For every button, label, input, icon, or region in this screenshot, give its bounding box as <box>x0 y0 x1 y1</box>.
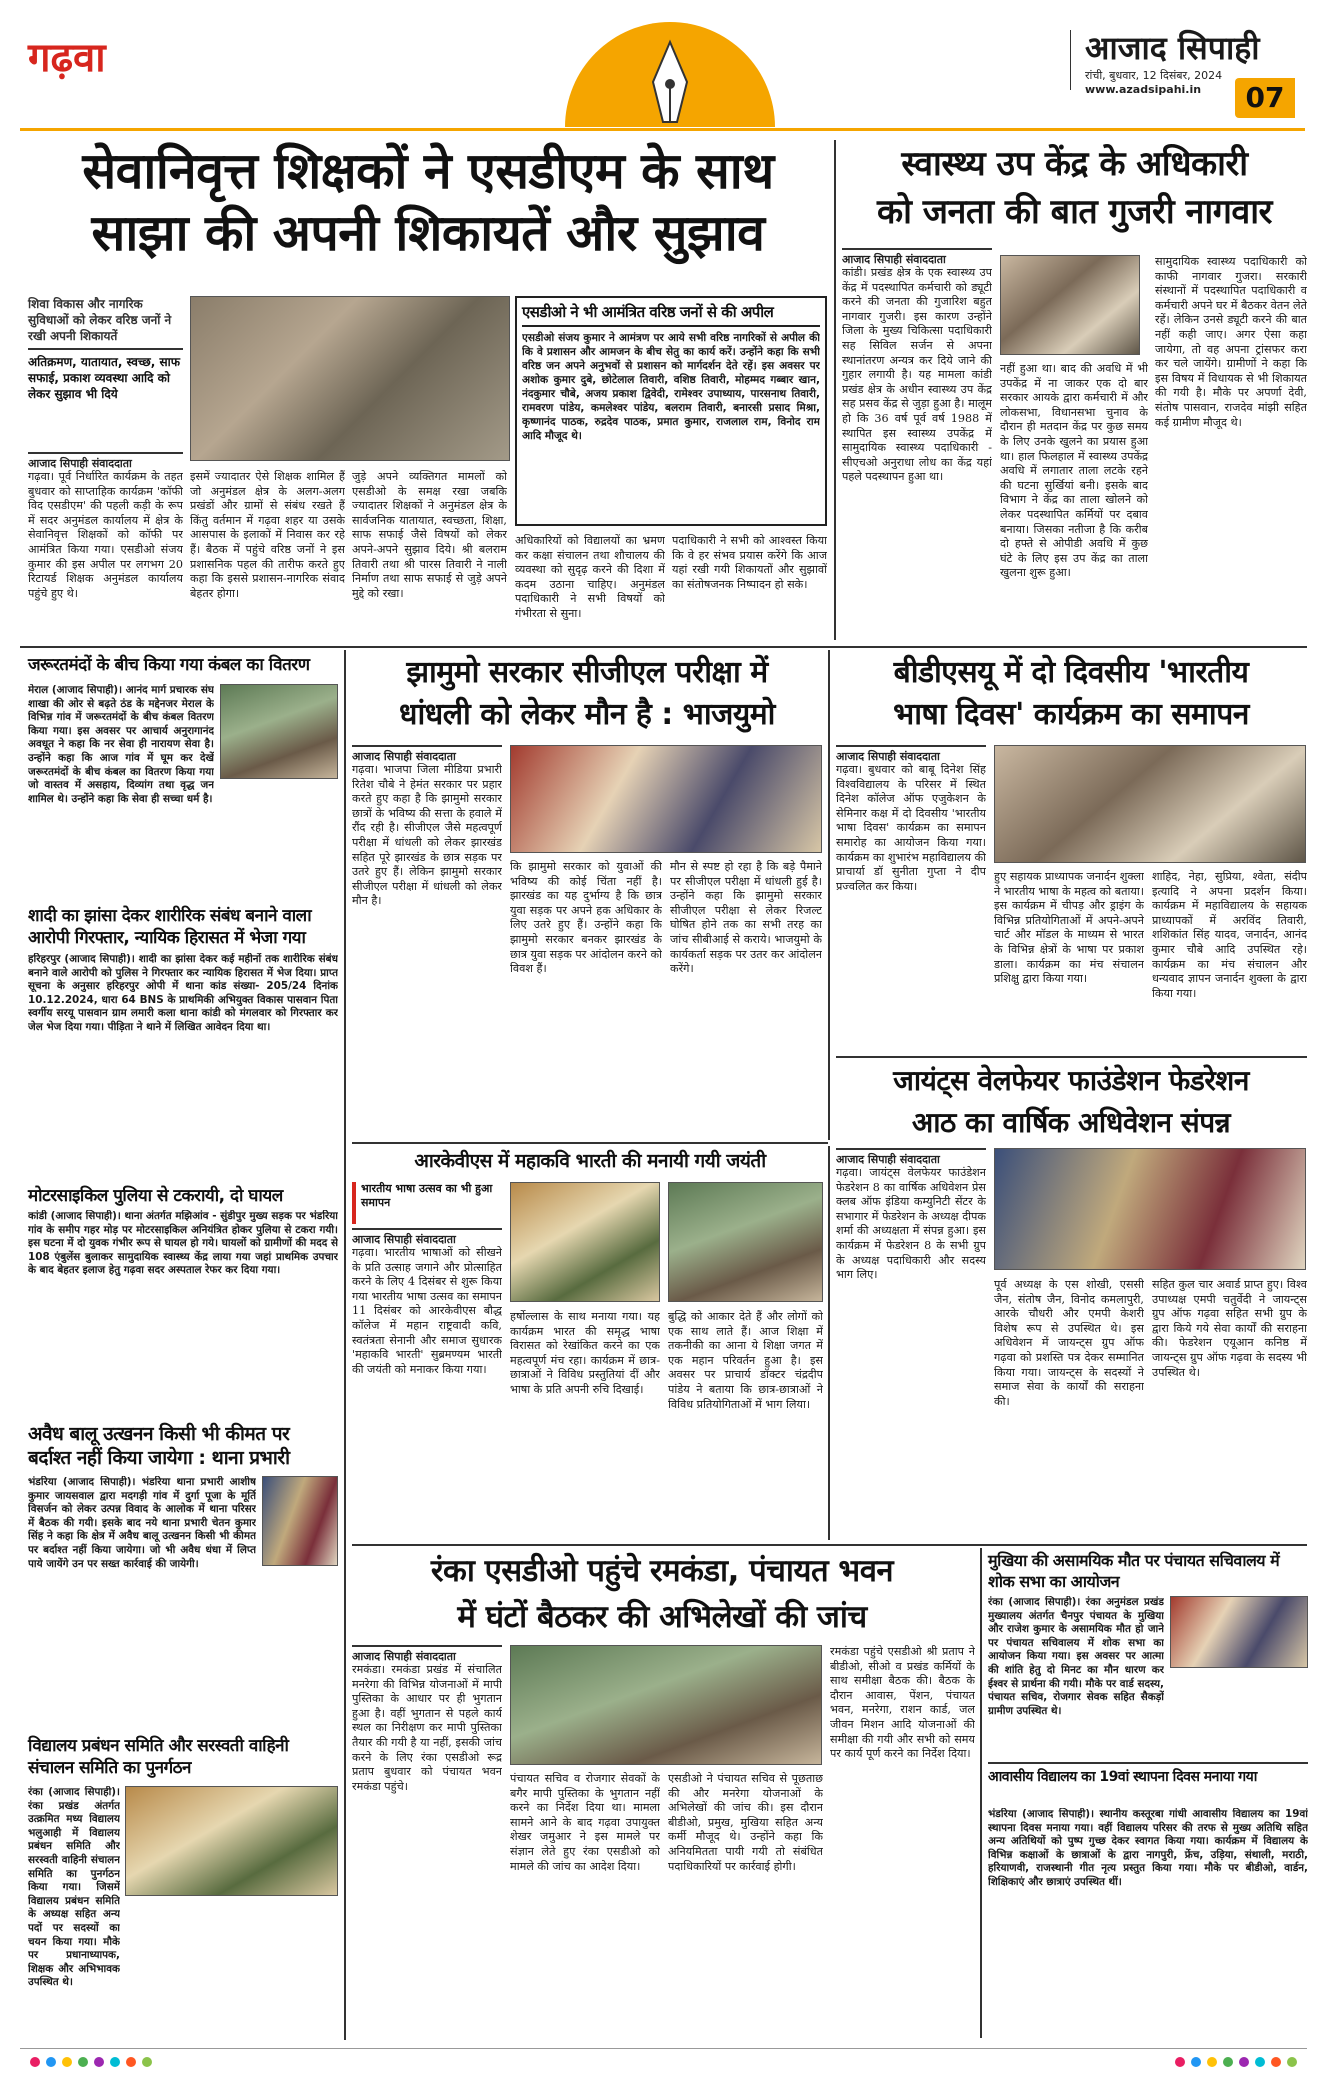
color-registration-right <box>1175 2057 1297 2067</box>
masthead-emblem <box>565 22 775 130</box>
registration-dot <box>142 2057 152 2067</box>
story2-headline <box>842 140 1307 236</box>
story1-col2-text: इसमें ज्यादातर ऐसे शिक्षक शामिल हैं जो अनुमंडल क्षेत्र के अलग-अलग प्रखंडों और ग्रामों से संबंध रखते हैं किंतु वर्तमान में गढ़वा शहर या उसके आसपास के इलाकों में निवास कर रहे हैं। बैठक में पहुंचे वरिष्ठ जनों ने इस प्रशासनिक पहल की तारीफ करते हुए कहा कि इससे प्रशासन-नागरिक संवाद बेहतर होगा। <box>190 470 345 600</box>
story1-photo-meeting <box>190 296 510 461</box>
section-rule <box>20 646 1307 648</box>
story8-headline-line1: झामुमो सरकार सीजीएल परीक्षा में <box>406 655 768 690</box>
story9-byline: आजाद सिपाही संवाददाता <box>836 745 986 764</box>
story12-col1: रमकंडा। रमकंडा प्रखंड में संचालित मनरेगा की विभिन्न योजनाओं में मापी पुस्तिका के आधार पर ही भुगतान हुआ है। वहीं भुगतान से पहले कार्य स्थल का निरीक्षण कर मापी पुस्तिका तैयार की गयी है या नहीं, इसकी जांच करने के लिए रंका एसडीओ रूद्र प्रताप बुधवार को पंचायत भवन रमकंडा पहुंचे। <box>352 1663 502 1793</box>
story1-kicker-box <box>28 296 183 446</box>
registration-dot <box>46 2057 56 2067</box>
registration-dot <box>30 2057 40 2067</box>
registration-dot <box>1271 2057 1281 2067</box>
story1-box-text: एसडीओ संजय कुमार ने आमंत्रण पर आये सभी वरिष्ठ नागरिकों से अपील की कि वे प्रशासन और आमजन के बीच सेतु का कार्य करें। उन्होंने कहा कि सभी वरिष्ठ जन अपने अनुभवों से प्रशासन को मार्गदर्शन देते रहें। इस अवसर पर अशोक कुमार दुबे, छोटेलाल तिवारी, वशिष्ठ तिवारी, मोहम्मद गब्बार खान, नंदकुमार चौबे, अजय प्रकाश द्विवेदी, रामेश्वर उपाध्याय, पारसनाथ तिवारी, रामवरण पांडेय, कमलेश्वर पांडेय, बलराम तिवारी, बनारसी प्रसाद मिश्रा, कृष्णानंद पाठक, रुद्रदेव पाठक, प्रमात कुमार, राजलाल राम, विनोद राम आदि मौजूद थे। <box>522 332 820 442</box>
story12-byline: आजाद सिपाही संवाददाता <box>352 1645 502 1664</box>
story1-highlight-box <box>515 296 827 526</box>
story3-text: मेराल (आजाद सिपाही)। आनंद मार्ग प्रचारक संघ शाखा की ओर से बढ़ते ठंड के मद्देनजर मेराल के विभिन्न गांव में जरूरतमंदों के बीच कंबल वितरण किया गया। इस अवसर पर आचार्य अनुरागानंद अवधूत ने कहा कि नर सेवा ही नारायण सेवा है। उन्होंने कहा कि आज गांव में घूम कर देखें जरूरतमंदों के बीच कंबल का वितरण किया गया जो वास्तव में असहाय, दिव्यांग तथा वृद्ध जन शामिल थे। उन्होंने कहा कि सेवा ही सच्चा धर्म है। <box>28 684 214 805</box>
story11-photo-ceremony <box>994 1148 1306 1270</box>
story1-col4: अधिकारियों को विद्यालयों का भ्रमण कर कक्षा संचालन तथा शौचालय की व्यवस्था को सुदृढ़ करने की दिशा में कदम उठाना चाहिए। अनुमंडल पदाधिकारी ने सभी विषयों को गंभीरता से सुना। <box>515 534 665 620</box>
story2-headline-line1: स्वास्थ्य उप केंद्र के अधिकारी <box>901 144 1248 184</box>
story11-col1: गढ़वा। जायंट्स वेलफेयर फाउंडेशन फेडरेशन 8 का वार्षिक अधिवेशन प्रेस क्लब ऑफ इंडिया कम्युनिटी सेंटर के सभागार में फेडरेशन के अध्यक्ष दीपक शर्मा की अध्यक्षता में संपन्न हुआ। इस कार्यक्रम में फेडरेशन 8 के सभी ग्रुप के अध्यक्ष पदाधिकारी और सदस्य भाग लिए। <box>836 1166 986 1282</box>
story9-photo-event <box>994 745 1306 863</box>
story8-headline <box>352 652 822 736</box>
story2-col2: नहीं हुआ था। बाद की अवधि में भी उपकेंद्र में ना जाकर एक दो बार सरकार आयके द्वारा कर्मचारी में और लोकसभा, विधानसभा चुनाव के दौरान ही मतदान केंद्र पर कुछ समय के लिए उनके खुलने का प्रयास हुआ था। हाल फिलहाल में स्वास्थ्य उपकेंद्र अवधि में लगातार ताला लटके रहने की घटना सुर्खियां बनी। इसके बाद विभाग ने केंद्र का ताला खोलने को लेकर पदस्थापित कर्मियों पर दबाव बनाया। जिसका नतीजा है कि करीब दो हफ्ते से ओपीडी अवधि में कुछ घंटे के लिए इस उप केंद्र का ताला खुलना शुरू हुआ। <box>1000 362 1148 580</box>
registration-dot <box>110 2057 120 2067</box>
story8-byline: आजाद सिपाही संवाददाता <box>352 745 502 764</box>
story5-text: कांडी (आजाद सिपाही)। थाना अंतर्गत मझिआंव - सुंडीपुर मुख्य सड़क पर भंडरिया गांव के समीप गहर मोड़ पर मोटरसाइकिल अनियंत्रित होकर पुलिया से टकरा गयी। इस घटना में दो युवक गंभीर रूप से घायल हो गये। घायलों को ग्रामीणों की मदद से 108 एंबुलेंस बुलाकर सामुदायिक स्वास्थ्य केंद्र लाया गया जहां प्राथमिक उपचार के बाद बेहतर इलाज हेतु गढ़वा सदर अस्पताल रेफर कर दिया गया। <box>28 1210 338 1277</box>
masthead-rule <box>20 128 1305 131</box>
story1-col2 <box>190 470 345 640</box>
story11-headline-line1: जायंट्स वेलफेयर फाउंडेशन फेडरेशन <box>893 1064 1249 1097</box>
column-rule <box>980 1548 982 2038</box>
story11-col3: सहित कुल चार अवार्ड प्राप्त हुए। विश्व उपाध्यक्ष एमपी चतुर्वेदी ने जायन्ट्स ग्रुप ऑफ गढ़वा सहित सभी ग्रुप के द्वारा किये गये सेवा कार्यों की सराहना की। फेडरेशन एयूआन कनिष्ठ में जायन्ट्स ग्रुप ऑफ गढ़वा के सदस्य भी उपस्थित थे। <box>1152 1278 1307 1379</box>
registration-dot <box>62 2057 72 2067</box>
story12-col2: पंचायत सचिव व रोजगार सेवकों के बगैर मापी पुस्तिका के भुगतान नहीं करने का निर्देश दिया था। मामला सामने आने के बाद गढ़वा उपायुक्त शेखर जमुआर ने इस मामले पर संज्ञान लेते हुए रंका एसडीओ को मामले की जांच का आदेश दिया। <box>510 1772 660 1873</box>
story9-headline <box>836 652 1306 736</box>
masthead-divider <box>1070 30 1071 90</box>
story7-text: रंका (आजाद सिपाही)। रंका प्रखंड अंतर्गत उत्क्रमित मध्य विद्यालय भलुआही में विद्यालय प्रबंधन समिति और सरस्वती वाहिनी संचालन समिति का पुनर्गठन किया गया। जिसमें विद्यालय प्रबंधन समिति के अध्यक्ष सहित अन्य पदों पर सदस्यों का चयन किया गया। मौके पर प्रधानाध्यापक, शिक्षक और अभिभावक उपस्थित थे। <box>28 1786 120 1989</box>
story7-photo-school <box>125 1786 338 1896</box>
story2-col1: कांडी। प्रखंड क्षेत्र के एक स्वास्थ्य उप केंद्र में पदस्थापित कर्मचारी को ड्यूटी करने की जनता की गुजारिश बहुत नागवार गुजरी। इस कारण उन्होंने जिला के मुख्य चिकित्सा पदाधिकारी सह सिविल सर्जन से अपना स्थानांतरण अन्यत्र कर दिये जाने की गुहार लगायी है। यह मामला कांडी प्रखंड क्षेत्र के अधीन स्वास्थ्य उप केंद्र सह प्रसव केंद्र से जुड़ा हुआ है। मालूम हो कि 36 वर्ष पूर्व वर्ष 1988 में स्थापित इस स्वास्थ्य उपकेंद्र में सामुदायिक स्वास्थ्य पदाधिकारी - सीएचओ अनुराधा लोध का केंद्र यहां पहले पदस्थापन हुआ था। <box>842 266 992 484</box>
page-number: 07 <box>1235 78 1295 118</box>
section-rule <box>352 1544 1307 1546</box>
story1-byline: आजाद सिपाही संवाददाता <box>28 452 183 471</box>
story4-text: हरिहरपुर (आजाद सिपाही)। शादी का झांसा देकर कई महीनों तक शारीरिक संबंध बनाने वाले आरोपी को पुलिस ने गिरफ्तार कर न्यायिक हिरासत में भेज दिया। प्राप्त सूचना के अनुसार हरिहरपुर ओपी में थाना कांड संख्या- 205/24 दिनांक 10.12.2024, धारा 64 BNS के प्राथमिकी अभियुक्त विकास पासवान पिता स्वर्गीय सरयू पासवान ग्राम लमारी कला थाना कांडी को मंगलवार को गिरफ्तार कर जेल भेज दिया गया। पीड़िता ने थाने में लिखित आवेदन दिया था। <box>28 953 338 1033</box>
story11-headline <box>836 1060 1306 1144</box>
column-rule <box>828 650 830 1140</box>
story1-kicker2: अतिक्रमण, यातायात, स्वच्छ, साफ सफाई, प्रकाश व्यवस्था आदि को लेकर सुझाव भी दिये <box>28 355 180 401</box>
story1-kicker1: शिवा विकास और नागरिक सुविधाओं को लेकर वरिष्ठ जनों ने रखी अपनी शिकायतें <box>28 297 172 343</box>
dateline: रांची, बुधवार, 12 दिसंबर, 2024 <box>1085 69 1223 82</box>
story10-col1: गढ़वा। भारतीय भाषाओं को सीखने के प्रति उत्साह जगाने और प्रोत्साहित करने के लिए 4 दिसंबर से शुरू किया गया भारतीय भाषा उत्सव का समापन 11 दिसंबर को आरकेवीएस बौद्ध कॉलेज में महान राष्ट्रवादी कवि, स्वतंत्रता सेनानी और समाज सुधारक 'महाकवि भारती' सुब्रमण्यम भारती की जयंती को मनाकर किया गया। <box>352 1246 502 1376</box>
story12-col3: एसडीओ ने पंचायत सचिव से पूछताछ की और मनरेगा योजनाओं के अभिलेखों की जांच की। इस दौरान बीडीओ, प्रमुख, मुखिया सहित अन्य कर्मी मौजूद थे। उन्होंने कहा कि अनियमितता पायी गयी तो संबंधित पदाधिकारियों पर कार्रवाई होगी। <box>668 1772 823 1873</box>
story12-headline-line1: रंका एसडीओ पहुंचे रमकंडा, पंचायत भवन <box>430 1553 894 1589</box>
story1-headline-line2: साझा की अपनी शिकायतें और सुझाव <box>91 204 765 262</box>
registration-dot <box>1255 2057 1265 2067</box>
story13-headline: मुखिया की असामयिक मौत पर पंचायत सचिवालय में शोक सभा का आयोजन <box>988 1551 1280 1591</box>
footer-bar <box>20 2048 1307 2072</box>
column-rule <box>344 650 346 2040</box>
story3-headline: जरूरतमंदों के बीच किया गया कंबल का वितरण <box>28 655 310 675</box>
registration-dot <box>1239 2057 1249 2067</box>
story9-headline-line2: भाषा दिवस' कार्यक्रम का समापन <box>893 697 1249 732</box>
story1-headline-line1: सेवानिवृत्त शिक्षकों ने एसडीएम के साथ <box>82 142 774 200</box>
story11-col2: पूर्व अध्यक्ष के एस शोखी, एससी जैन, संतोष जैन, विनोद कमलापुरी, आरके चौधरी और एमपी केशरी विशेष रूप से उपस्थित थे। इस अधिवेशन में जायन्ट्स ग्रुप ऑफ गढ़वा को प्रशस्ति पत्र देकर सम्मानित किया गया। जायन्ट्स के सदस्यों ने समाज सेवा के कार्यों की सराहना की। <box>994 1278 1144 1408</box>
registration-dot <box>1287 2057 1297 2067</box>
story1-col3: जुड़े अपने व्यक्तिगत मामलों को एसडीओ के समक्ष रखा जबकि ज्यादातर शिक्षकों ने अनुमंडल क्षेत्र के सार्वजनिक यातायात, स्वच्छता, शिक्षा, साफ सफाई जैसे विषयों को लेकर अपने-अपने सुझाव दिये। श्री बलराम तिवारी तथा श्री पारस तिवारी ने नाली निर्माण तथा साफ सफाई से जुड़े अपने मुद्दे को रखा। <box>352 470 507 600</box>
story10-col3: बुद्धि को आकार देते हैं और लोगों को एक साथ लाते हैं। आज शिक्षा में तकनीकी का आना ये शिक्षा जगत में एक महान परिवर्तन हुआ है। इस अवसर पर प्राचार्य डॉक्टर चंद्रदीप पांडेय ने बताया कि छात्र-छात्राओं ने विविध प्रतियोगिताओं में भाग लिया। <box>668 1310 823 1411</box>
website[interactable]: www.azadsipahi.in <box>1085 83 1202 96</box>
story9-headline-line1: बीडीएसयू में दो दिवसीय 'भारतीय <box>893 655 1249 690</box>
story11-headline-line2: आठ का वार्षिक अधिवेशन संपन्न <box>911 1106 1231 1139</box>
kicker-divider <box>28 348 183 350</box>
story6-headline: अवैध बालू उत्खनन किसी भी कीमत पर बर्दाश्त नहीं किया जायेगा : थाना प्रभारी <box>28 1423 290 1469</box>
story1-box-title: एसडीओ ने भी आमंत्रित वरिष्ठ जनों से की अपील <box>522 303 820 327</box>
story12-photo-inspection <box>510 1645 822 1765</box>
story9-col3: शाहिद, नेहा, सुप्रिया, श्वेता, संदीप इत्यादि ने अपना प्रदर्शन किया। कार्यक्रम में महाविद्यालय के सहायक प्राध्यापकों में अरविंद तिवारी, शशिकांत सिंह यादव, जनार्दन, आनंद कुमार चौबे आदि उपस्थित रहे। कार्यक्रम का मंच संचालन और धन्यवाद ज्ञापन जनार्दन शुक्ला के द्वारा किया गया। <box>1152 870 1307 1000</box>
story12-headline <box>352 1548 972 1640</box>
brand-name: आजाद सिपाही <box>1085 29 1260 67</box>
story7-headline: विद्यालय प्रबंधन समिति और सरस्वती वाहिनी संचालन समिति का पुनर्गठन <box>28 1736 289 1778</box>
story10-photo-b <box>668 1182 823 1302</box>
story10-kicker-box <box>352 1182 502 1224</box>
story9-col2: हुए सहायक प्राध्यापक जनार्दन शुक्ला ने भारतीय भाषा के महत्व को बताया। इस कार्यक्रम में चीपड़ और ड्राइंग के विभिन्न प्रतियोगिताओं में अपने-अपने चार्ट और मॉडल के माध्यम से भारत के विभिन्न क्षेत्रों के भाषा पर प्रकाश डाला। कार्यक्रम का मंच संचालन प्रशिक्षु द्वारा किया गया। <box>994 870 1144 986</box>
section-name: गढ़वा <box>28 35 106 81</box>
registration-dot <box>94 2057 104 2067</box>
story8-col1: गढ़वा। भाजपा जिला मीडिया प्रभारी रितेश चौबे ने हेमंत सरकार पर प्रहार करते हुए कहा है कि झामुमो सरकार छात्रों के भविष्य की सत्ता के हवाले में रौंद रही है। सीजीएल जैसे महत्वपूर्ण परीक्षा में धांधली को लेकर झारखंड सहित पूरे झारखंड के छात्र सड़क पर उतरे हुए हैं। लेकिन झामुमो सरकार सीजीएल परीक्षा में धांधली को लेकर मौन है। <box>352 763 502 908</box>
registration-dot <box>126 2057 136 2067</box>
story11-byline: आजाद सिपाही संवाददाता <box>836 1148 986 1167</box>
column-rule <box>828 1146 830 1540</box>
story8-col3: मौन से स्पष्ट हो रहा है कि बड़े पैमाने पर सीजीएल परीक्षा में धांधली हुई है। उन्होंने कहा कि झामुमो सरकार सीजीएल परीक्षा से लेकर रिजल्ट घोषित होने तक का सभी तरह का जांच सीबीआई से कराये। भाजयुमो के कार्यकर्ता सड़क पर उतर कर आंदोलन करेंगे। <box>670 860 822 976</box>
story8-photo-group <box>510 745 822 853</box>
story1-col1: गढ़वा। पूर्व निर्धारित कार्यक्रम के तहत बुधवार को साप्ताहिक कार्यक्रम 'कॉफी विद एसडीएम' की पहली कड़ी के रूप में सदर अनुमंडल कार्यालय में क्षेत्र के सेवानिवृत्त शिक्षकों को कॉफी पर आमंत्रित किया गया। एसडीओ संजय कुमार की इस अपील पर लगभग 20 रिटायर्ड शिक्षक अनुमंडल कार्यालय पहुंचे हुए थे। <box>28 470 183 600</box>
story14-text: भंडरिया (आजाद सिपाही)। स्थानीय कस्तूरबा गांधी आवासीय विद्यालय का 19वां स्थापना दिवस मनाया गया। वहीं विद्यालय परिसर की तरफ से मुख्य अतिथि सहित अन्य अतिथियों को पुष्प गुच्छ देकर स्वागत किया गया। कार्यक्रम में विद्यालय के विभिन्न कक्षाओं के छात्राओं के द्वारा नागपुरी, फ्रेंच, उड़िया, संथाली, मराठी, हरियाणवी, राजस्थानी गीत नृत्य प्रस्तुत किया गया। मौके पर बीडीओ, वार्डन, शिक्षिकाएं और छात्राएं उपस्थित थीं। <box>988 1808 1308 1888</box>
pen-nib-icon <box>565 22 775 130</box>
story13-photo-meeting <box>1170 1596 1308 1668</box>
registration-dot <box>1175 2057 1185 2067</box>
story1-headline <box>28 140 828 264</box>
story10-kicker: भारतीय भाषा उत्सव का भी हुआ समापन <box>361 1182 493 1209</box>
story13-text: रंका (आजाद सिपाही)। रंका अनुमंडल प्रखंड मुख्यालय अंतर्गत चैनपुर पंचायत के मुखिया और राजेश कुमार के असामयिक मौत हो जाने पर पंचायत सचिवालय में शोक सभा का आयोजन किया गया। इस अवसर पर आत्मा की शांति हेतु दो मिनट का मौन धारण कर ईश्वर से प्रार्थना की गयी। मौके पर वार्ड सदस्य, पंचायत सचिव, रोजगार सेवक सहित सैकड़ों ग्रामीण उपस्थित थे। <box>988 1596 1164 1717</box>
section-rule <box>836 1056 1307 1058</box>
story1-col5: पदाधिकारी ने सभी को आश्वस्त किया कि वे हर संभव प्रयास करेंगे कि आज यहां रखी गयी शिकायतों और सुझावों का संतोषजनक निष्पादन हो सके। <box>672 534 827 591</box>
color-registration-left <box>30 2057 152 2067</box>
registration-dot <box>1223 2057 1233 2067</box>
section-rule <box>988 1762 1308 1764</box>
story8-col2: कि झामुमो सरकार को युवाओं की भविष्य की कोई चिंता नहीं है। झारखंड का यह दुर्भाग्य है कि छात्र युवा सड़क पर अपने हक अधिकार के लिए उतरे हुए हैं। उन्होंने कहा कि झामुमो सरकार बनकर झारखंड के छात्र युवा सड़क पर आंदोलन करने को विवश हैं। <box>510 860 662 976</box>
story10-headline: आरकेवीएस में महाकवि भारती की मनायी गयी जयंती <box>414 1150 766 1172</box>
story6-photo-officer <box>262 1476 338 1566</box>
story2-col3: सामुदायिक स्वास्थ्य पदाधिकारी को काफी नागवार गुजरा। सरकारी संस्थानों में पदस्थापित पदाधिकारी व कर्मचारी अपने घर में बैठकर वेतन लेते रहें। लेकिन उनसे ड्यूटी करने की बात नहीं कही जाए। अगर ऐसा कहा जायेगा, तो वह अपना ट्रांसफर करा कर चले जायेंगे। ग्रामीणों ने कहा कि इस विषय में विधायक से भी शिकायत की गयी है। मौके पर अपर्णा देवी, संतोष पासवान, राजदेव मांझी सहित कई ग्रामीण मौजूद थे। <box>1155 255 1307 429</box>
column-rule <box>834 140 836 640</box>
story2-byline: आजाद सिपाही संवाददाता <box>842 248 992 267</box>
story4-headline: शादी का झांसा देकर शारीरिक संबंध बनाने वाला आरोपी गिरफ्तार, न्यायिक हिरासत में भेजा गया <box>28 906 312 948</box>
story3-photo-blanket <box>220 684 338 779</box>
story2-headline-line2: को जनता की बात गुजरी नागवार <box>877 192 1272 232</box>
story10-col2: हर्षोल्लास के साथ मनाया गया। यह कार्यक्रम भारत की समृद्ध भाषा विरासत को रेखांकित करने का एक महत्वपूर्ण मंच रहा। कार्यक्रम में छात्र-छात्राओं ने विविध प्रस्तुतियां दीं और भाषा के प्रति अपनी रुचि दिखाई। <box>510 1310 660 1396</box>
story6-text: भंडरिया (आजाद सिपाही)। भंडरिया थाना प्रभारी आशीष कुमार जायसवाल द्वारा मदगड़ी गांव में दुर्गा पूजा के मूर्ति विसर्जन को लेकर उत्पन्न विवाद के आलोक में थाना परिसर में बैठक की गयी। इसके बाद नये थाना प्रभारी चेतन कुमार सिंह ने कहा कि क्षेत्र में अवैध बालू उत्खनन किसी भी कीमत पर बर्दाश्त नहीं किया जायेगा। जो भी अवैध धंधा में लिप्त पाये जायेंगे उन पर सख्त कार्रवाई की जायेगी। <box>28 1476 256 1570</box>
registration-dot <box>1207 2057 1217 2067</box>
story9-col1: गढ़वा। बुधवार को बाबू दिनेश सिंह विश्वविद्यालय के परिसर में स्थित दिनेश कॉलेज ऑफ एजुकेशन के सेमिनार कक्ष में दो दिवसीय 'भारतीय भाषा दिवस' कार्यक्रम का समापन समारोह का आयोजन किया गया। कार्यक्रम का शुभारंभ महाविद्यालय की प्राचार्या डॉ सुनीता गुप्ता ने दीप प्रज्वलित कर किया। <box>836 763 986 893</box>
story10-photo-a <box>510 1182 660 1302</box>
section-rule <box>352 1142 828 1144</box>
story10-byline: आजाद सिपाही संवाददाता <box>352 1228 502 1247</box>
story14-headline: आवासीय विद्यालय का 19वां स्थापना दिवस मनाया गया <box>988 1769 1257 1785</box>
story12-headline-line2: में घंटों बैठकर की अभिलेखों की जांच <box>457 1599 867 1635</box>
story8-headline-line2: धांधली को लेकर मौन है : भाजयुमो <box>399 697 775 732</box>
story2-photo-building <box>1000 255 1140 355</box>
registration-dot <box>1191 2057 1201 2067</box>
registration-dot <box>78 2057 88 2067</box>
story12-col4: रमकंडा पहुंचे एसडीओ श्री प्रताप ने बीडीओ, सीओ व प्रखंड कर्मियों के साथ समीक्षा बैठक की। बैठक के दौरान आवास, पेंशन, पंचायत भवन, मनरेगा, राशन कार्ड, जल जीवन मिशन आदि योजनाओं की समीक्षा की गयी और सभी को समय पर कार्य पूर्ण करने का निर्देश दिया। <box>830 1645 975 1761</box>
story5-headline: मोटरसाइकिल पुलिया से टकरायी, दो घायल <box>28 1186 283 1206</box>
